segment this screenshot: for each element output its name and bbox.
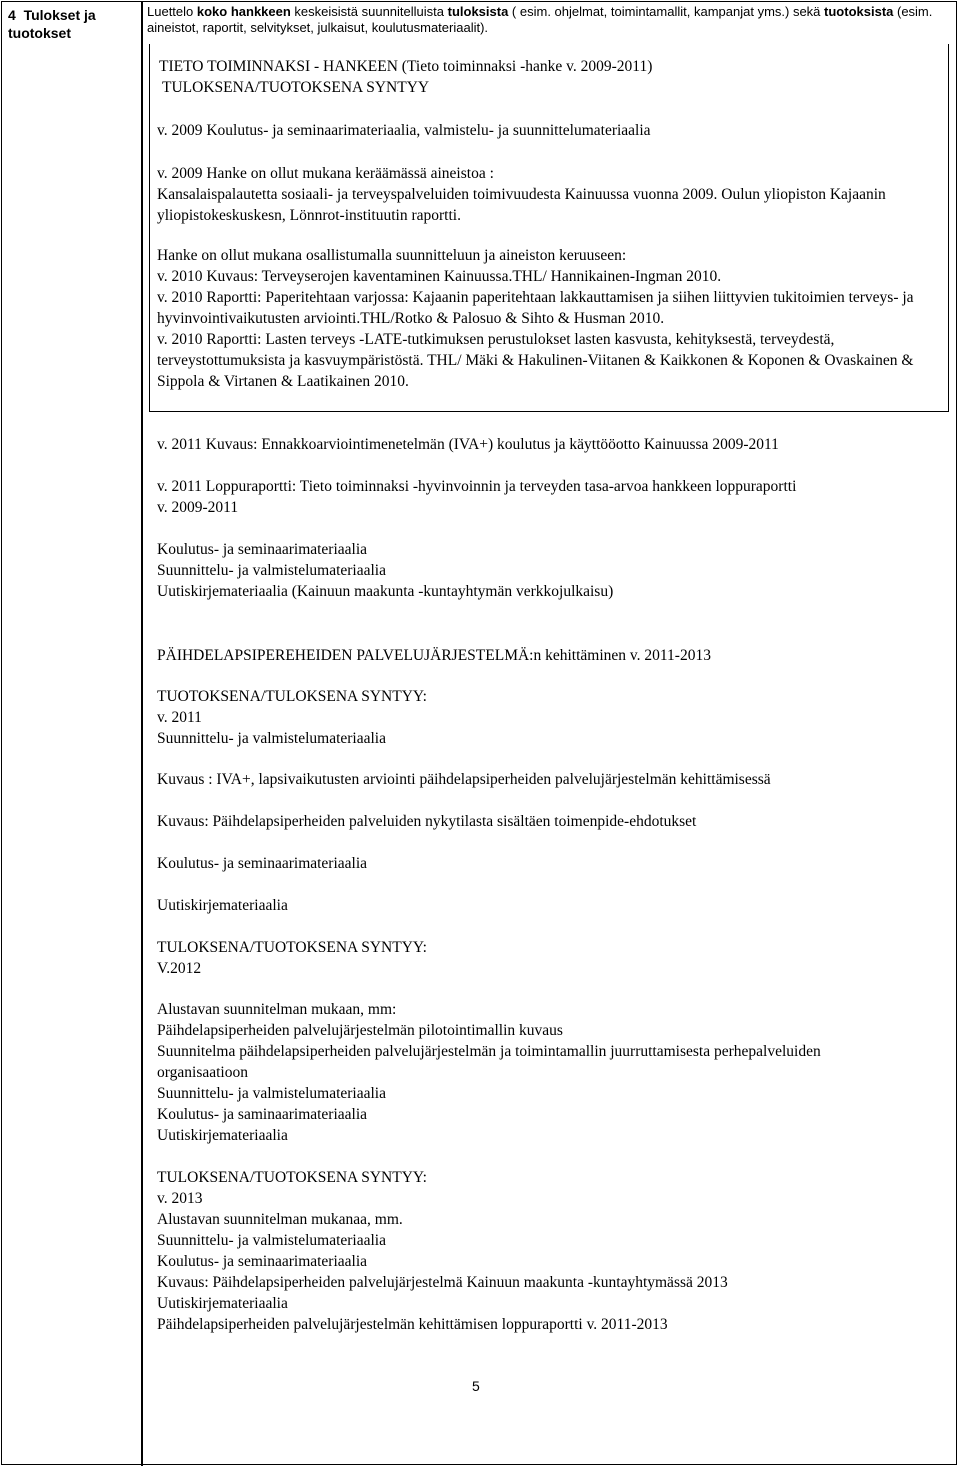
- text-line: Koulutus- ja seminaarimateriaalia: [157, 541, 368, 558]
- text-line: Suunnitelma päihdelapsiperheiden palvelujärjestelmän ja toimintamallin juurruttamisesta perhepalveluiden: [157, 1043, 821, 1060]
- text-paragraph: v. 2010 Raportti: Paperitehtaan varjossa: Kajaanin paperitehtaan lakkauttamisen ja siihen liittyvien tukitoimien terveys- ja hyvinvointivaikutusten arviointi.THL/Rotko & Palosuo & Sihto & Husman 2010.: [157, 289, 914, 327]
- text-line: v. 2009 Hanke on ollut mukana keräämässä aineistoa :: [157, 165, 494, 182]
- text-line: Alustavan suunnitelman mukaan, mm:: [157, 1001, 397, 1018]
- section-title: Tulokset ja tuotokset: [8, 7, 96, 41]
- text-line: v. 2009 Koulutus- ja seminaarimateriaalia, valmistelu- ja suunnittelumateriaalia: [157, 122, 651, 139]
- text-line: Kuvaus : IVA+, lapsivaikutusten arviointi päihdelapsiperheiden palvelujärjestelmän kehittämisessä: [157, 771, 771, 788]
- text-line: v. 2009-2011: [157, 499, 239, 516]
- text-line: Uutiskirjemateriaalia: [157, 1295, 288, 1312]
- column-divider: [141, 1, 143, 1466]
- section-instructions: Luettelo koko hankkeen keskeisistä suunnitelluista tuloksista ( esim. ohjelmat, toimintamallit, kampanjat yms.) sekä tuotoksista (esim. aineistot, raportit, selvitykset, julkaisut, koulutusmateriaalit).: [147, 4, 933, 35]
- text-line: Koulutus- ja saminaarimateriaalia: [157, 1106, 368, 1123]
- text-line: Suunnittelu- ja valmistelumateriaalia: [157, 562, 386, 579]
- text-line: Päihdelapsiperheiden palvelujärjestelmän kehittämisen loppuraportti v. 2011-2013: [157, 1316, 668, 1333]
- text-line: v. 2011: [157, 709, 202, 726]
- section-number: 4: [8, 7, 16, 23]
- page-number: 5: [472, 1378, 480, 1394]
- text-line: Uutiskirjemateriaalia: [157, 1127, 288, 1144]
- text-line: Hanke on ollut mukana osallistumalla suunnitteluun ja aineiston keruuseen:: [157, 247, 627, 264]
- text-line: Suunnittelu- ja valmistelumateriaalia: [157, 730, 386, 747]
- text-line: TUOTOKSENA/TULOKSENA SYNTYY:: [157, 688, 427, 705]
- text-line: Suunnittelu- ja valmistelumateriaalia: [157, 1085, 386, 1102]
- text-paragraph: v. 2010 Raportti: Lasten terveys -LATE-tutkimuksen perustulokset lasten kasvusta, kehityksestä, terveydestä, terveystottumuksista ja kasvuympäristöstä. THL/ Mäki & Hakulinen-Viitanen & Kaikkonen & Koponen & Ovaskainen & Sippola & Virtanen & Laatikainen 2010.: [157, 331, 914, 390]
- text-line: Koulutus- ja seminaarimateriaalia: [157, 1253, 368, 1270]
- text-line: Uutiskirjemateriaalia (Kainuun maakunta -kuntayhtymän verkkojulkaisu): [157, 583, 614, 600]
- text-line: Kuvaus: Päihdelapsiperheiden palvelujärjestelmä Kainuun maakunta -kuntayhtymässä 2013: [157, 1274, 728, 1291]
- text-line: Alustavan suunnitelman mukanaa, mm.: [157, 1211, 403, 1228]
- text-line: TULOKSENA/TUOTOKSENA SYNTYY:: [157, 1169, 427, 1186]
- text-line: v. 2010 Kuvaus: Terveyserojen kaventaminen Kainuussa.THL/ Hannikainen-Ingman 2010.: [157, 268, 722, 285]
- section-subheading: PÄIHDELAPSIPEREHEIDEN PALVELUJÄRJESTELMÄ:n kehittäminen v. 2011-2013: [157, 647, 711, 664]
- text-line: v. 2013: [157, 1190, 203, 1207]
- text-line: Päihdelapsiperheiden palvelujärjestelmän pilotointimallin kuvaus: [157, 1022, 563, 1039]
- text-line: Koulutus- ja seminaarimateriaalia: [157, 855, 368, 872]
- text-line: organisaatioon: [157, 1064, 248, 1081]
- text-paragraph: Kansalaispalautetta sosiaali- ja terveyspalveluiden toimivuudesta Kainuussa vuonna 2009. Oulun yliopiston Kajaanin yliopistokeskuskesn, Lönnrot-instituutin raportti.: [157, 186, 886, 224]
- text-line: v. 2011 Kuvaus: Ennakkoarviointimenetelmän (IVA+) koulutus ja käyttööotto Kainuussa 2009-2011: [157, 436, 779, 453]
- text-line: Kuvaus: Päihdelapsiperheiden palveluiden nykytilasta sisältäen toimenpide-ehdotukset: [157, 813, 697, 830]
- text-line: Suunnittelu- ja valmistelumateriaalia: [157, 1232, 386, 1249]
- project-subtitle: TULOKSENA/TUOTOKSENA SYNTYY: [162, 79, 430, 96]
- text-line: v. 2011 Loppuraportti: Tieto toiminnaksi -hyvinvoinnin ja terveyden tasa-arvoa hankkeen loppuraportti: [157, 478, 797, 495]
- text-line: V.2012: [157, 960, 202, 977]
- project-title: TIETO TOIMINNAKSI - HANKEEN (Tieto toiminnaksi -hanke v. 2009-2011): [159, 58, 653, 75]
- section-heading: [8, 6, 136, 42]
- text-line: Uutiskirjemateriaalia: [157, 897, 288, 914]
- text-line: TULOKSENA/TUOTOKSENA SYNTYY:: [157, 939, 427, 956]
- section-label: [8, 6, 136, 42]
